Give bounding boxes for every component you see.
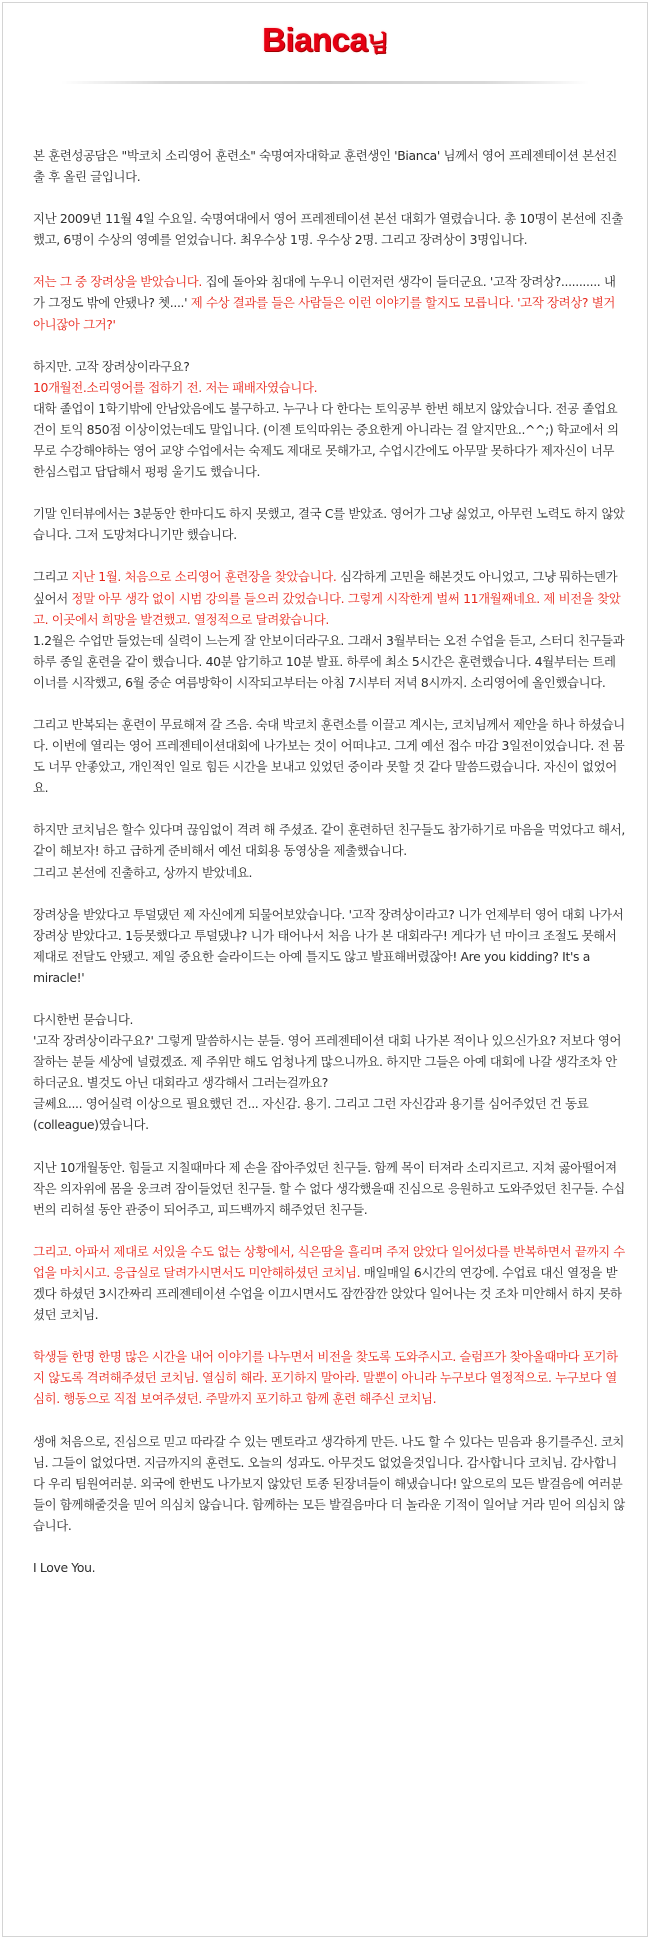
body-text: 다시한번 묻습니다. bbox=[33, 1012, 134, 1027]
post-body bbox=[33, 145, 625, 1599]
paragraph-past bbox=[33, 356, 625, 483]
post-header bbox=[3, 3, 647, 87]
paragraph-contest: 지난 2009년 11월 4일 수요일. 숙명여대에서 영어 프레젠테이션 본선 대회가 열렸습니다. 총 10명이 본선에 진출했고, 6명이 수상의 영예를 얻었습니다. 최우수상 1명. 우수상 2명. 그리고 장려상이 3명입니다. bbox=[33, 211, 623, 248]
body-text: 집에 돌아와 침대에 누우니 이런저런 생각이 들더군요. '고작 장려상?........... 내가 그정도 밖에 안됐나? 쳇....' bbox=[33, 274, 616, 311]
paragraph-reflection: 장려상을 받았다고 투덜댔던 제 자신에게 되물어보았습니다. '고작 장려상이라고? 니가 언제부터 영어 대회 나가서 장려상 받았다고. 1등못했다고 투덜댔냐? 니가 태어나서 처음 나가 본 대회라구! 게다가 넌 마이크 조절도 못해서 제대로 전달도 안됐고. 제일 중요한 슬라이드는 아예 틀지도 않고 발표해버렸잖아! Are you kidding? It's a miracle!' bbox=[33, 906, 624, 985]
paragraph-question bbox=[33, 1009, 625, 1136]
highlight-text: 10개월전.소리영어를 접하기 전. 저는 패배자였습니다. bbox=[33, 379, 318, 395]
paragraph-interview: 기말 인터뷰에서는 3분동안 한마디도 하지 못했고, 결국 C를 받았죠. 영어가 그냥 싫었고, 아무런 노력도 하지 않았습니다. 그저 도망쳐다니기만 했습니다. bbox=[33, 506, 625, 543]
paragraph-start bbox=[33, 566, 625, 693]
body-text: 하지만 코치님은 할수 있다며 끊임없이 격려 해 주셨죠. 같이 훈련하던 친구들도 참가하기로 마음을 먹었다고 해서, 같이 해보자! 하고 급하게 준비해서 예선 대회용 동영상을 제출했습니다. bbox=[33, 822, 625, 859]
body-text: 매일매일 6시간의 연강에. 수업료 대신 열정을 받겠다 하셨던 3시간짜리 프레젠테이션 수업을 이끄시면서도 잠깐잠깐 앉았다 일어나는 것 조차 미안해서 하지 못하셨던 코치님. bbox=[33, 1264, 622, 1323]
highlight-text: 저는 그 중 장려상을 받았습니다. bbox=[33, 274, 202, 290]
paragraph-closing: I Love You. bbox=[33, 1559, 96, 1575]
paragraph-proposal: 그리고 반복되는 훈련이 무료해져 갈 즈음. 숙대 박코치 훈련소를 이끌고 계시는, 코치님께서 제안을 하나 하셨습니다. 이번에 열리는 영어 프레젠테이션대회에 나가보는 것이 어떠냐고. 그게 예선 접수 마감 3일전이었습니다. 전 몸도 너무 안좋았고, 개인적인 일로 힘든 시간을 보내고 있었던 중이라 못할 것 같다 말씀드렸습니다. 자신이 없었어요. bbox=[33, 716, 625, 796]
paragraph-award bbox=[33, 271, 625, 334]
title-name: Bianca bbox=[262, 21, 368, 58]
body-text: 하지만. 고작 장려상이라구요? bbox=[33, 358, 190, 374]
paragraph-mentor: 학생들 한명 한명 많은 시간을 내어 이야기를 나누면서 비전을 찾도록 도와주시고. 슬럼프가 찾아올때마다 포기하지 않도록 격려해주셨던 코치님. 열심히 해라. 포기하지 말아라. 말뿐이 아니라 누구보다 열정적으로. 누구보다 열심히. 행동으로 직접 보여주셨던. 주말까지 포기하고 함께 훈련 해주신 코치님. bbox=[33, 1349, 618, 1407]
paragraph-preparation bbox=[33, 819, 625, 882]
body-text: 글쎄요.... 영어실력 이상으로 필요했던 건... 자신감. 용기. 그리고 그런 자신감과 용기를 심어주었던 건 동료(colleague)였습니다. bbox=[33, 1096, 589, 1133]
body-text: 그리고 본선에 진출하고, 상까지 받았네요. bbox=[33, 864, 253, 880]
body-text: 대학 졸업이 1학기밖에 안남았음에도 불구하고. 누구나 다 한다는 토익공부 한번 해보지 않았습니다. 전공 졸업요건이 토익 850점 이상이었는데도 말입니다. (이젠 토익따위는 중요한게 아니라는 걸 알지만요..^^;) 학교에서 의무로 수강해야하는 영어 교양 수업에서는 숙제도 제대로 못해가고, 수업시간에도 아무말 못하다가 제자신이 너무 한심스럽고 답답해서 펑펑 울기도 했습니다. bbox=[33, 400, 619, 480]
body-text: 그리고 bbox=[33, 569, 72, 585]
paragraph-thanks: 생애 처음으로, 진심으로 믿고 따라갈 수 있는 멘토라고 생각하게 만든. 나도 할 수 있다는 믿음과 용기를주신. 코치님. 그들이 없었다면. 지금까지의 훈련도. 오늘의 성과도. 아무것도 없었을것입니다. 감사합니다 코치님. 감사합니다 우리 팀원여러분. 외국에 한번도 나가보지 않았던 토종 된장녀들이 해냈습니다! 앞으로의 모든 발걸음에 여러분들이 함께해줄것을 믿어 의심치 않습니다. 함께하는 모든 발걸음마다 더 놀라운 기적이 일어날 거라 믿어 의심치 않습니다. bbox=[33, 1433, 625, 1533]
title-suffix: 님 bbox=[367, 31, 388, 56]
header-divider bbox=[61, 81, 589, 84]
paragraph-coach bbox=[33, 1241, 625, 1325]
highlight-text: 제 수상 결과를 들은 사람들은 이런 이야기를 할지도 모릅니다. '고작 장려상? 별거 아니잖아 그거?' bbox=[33, 295, 615, 332]
highlight-text: 그리고. 아파서 제대로 서있을 수도 없는 상황에서, 식은땀을 흘리며 주저 앉았다 일어섰다를 반복하면서 끝까지 수업을 마치시고. 응급실로 달려가시면서도 미안해하셨던 코치님. bbox=[33, 1243, 625, 1280]
body-text: 1.2월은 수업만 들었는데 실력이 느는게 잘 안보이더라구요. 그래서 3월부터는 오전 수업을 듣고, 스터디 친구들과 하루 종일 훈련을 같이 했습니다. 40분 암기하고 10분 발표. 하루에 최소 5시간은 훈련했습니다. 4월부터는 트레이너를 시작했고, 6월 중순 여름방학이 시작되고부터는 아침 7시부터 저녁 8시까지. 소리영어에 올인했습니다. bbox=[33, 632, 625, 690]
highlight-text: 지난 1월. 처음으로 소리영어 훈련장을 찾았습니다. bbox=[71, 569, 337, 585]
body-text: '고작 장려상이라구요?' 그렇게 말씀하시는 분들. 영어 프레젠테이션 대회 나가본 적이나 있으신가요? 저보다 영어 잘하는 분들 세상에 널렸겠죠. 제 주위만 해도 엄청나게 많으니까요. 하지만 그들은 아예 대회에 나갈 생각조차 안하더군요. 별것도 아닌 대회라고 생각해서 그러는걸까요? bbox=[33, 1033, 622, 1091]
paragraph-friends: 지난 10개월동안. 힘들고 지칠때마다 제 손을 잡아주었던 친구들. 함께 목이 터져라 소리지르고. 지쳐 곯아떨어져 작은 의자위에 몸을 웅크려 잠이들었던 친구들. 할 수 없다 생각했을때 진심으로 응원하고 도와주었던 친구들. 수십번의 리허설 동안 관중이 되어주고, 피드백까지 해주었던 친구들. bbox=[33, 1159, 625, 1217]
highlight-text: 정말 아무 생각 없이 시범 강의를 들으러 갔었습니다. 그렇게 시작한게 벌써 11개월째네요. 제 비전을 찾았고. 이곳에서 희망을 발견했고. 열정적으로 달려왔습니다. bbox=[33, 590, 621, 627]
post-container bbox=[2, 2, 648, 1937]
page-title bbox=[3, 21, 647, 59]
body-text: 심각하게 고민을 해본것도 아니었고, 그냥 뭐하는덴가 싶어서 bbox=[33, 569, 618, 606]
paragraph-intro: 본 훈련성공담은 "박코치 소리영어 훈련소" 숙명여자대학교 훈련생인 'Bianca' 님께서 영어 프레젠테이션 본선진출 후 올린 글입니다. bbox=[33, 148, 617, 185]
